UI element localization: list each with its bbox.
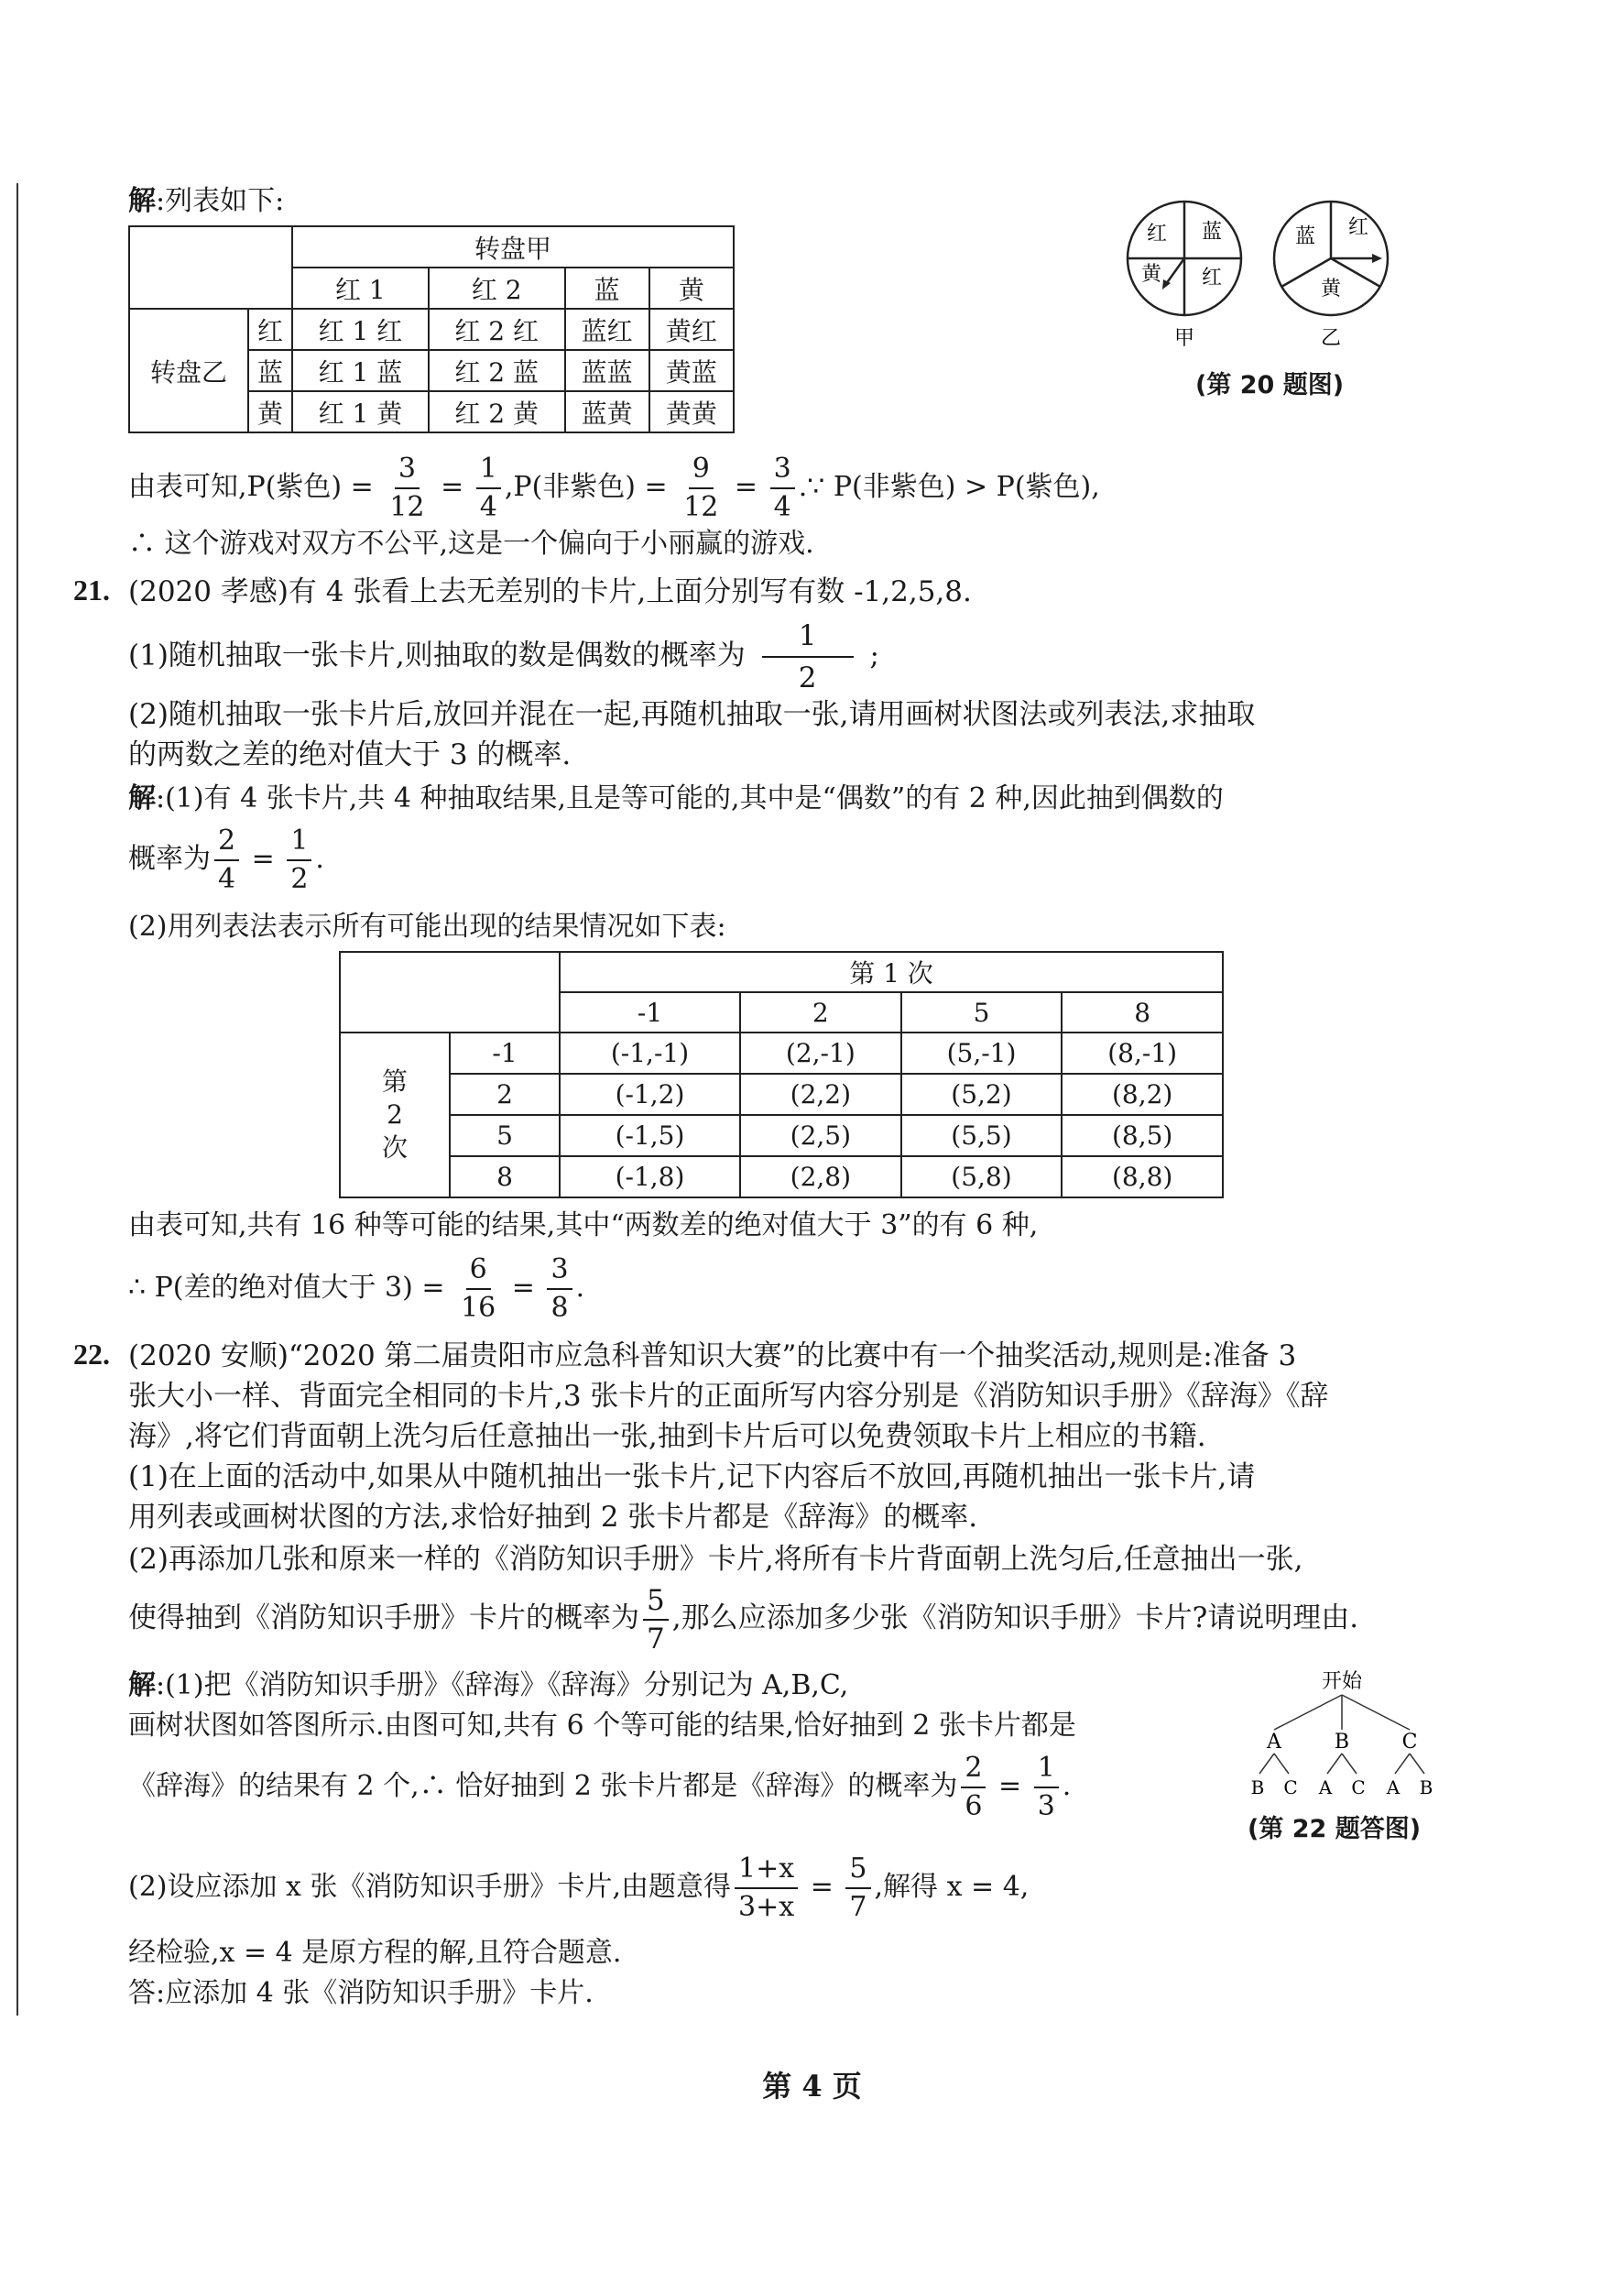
row-header: 黄 <box>248 391 292 432</box>
table-cell: (-1,8) <box>560 1156 740 1197</box>
tree-node-l2: B <box>1250 1776 1265 1798</box>
page-number: 第 4 页 <box>762 2069 862 2104</box>
tree-node-l1: B <box>1334 1731 1350 1754</box>
fraction: $\frac{1}{2}$ <box>287 823 311 898</box>
tree-node-l1: A <box>1267 1731 1281 1754</box>
q21-stem: (2020 孝感)有 4 张看上去无差别的卡片,上面分别写有数 -1,2,5,8. <box>128 575 972 608</box>
q22-part2-line2: 使得抽到《消防知识手册》卡片的概率为 $\frac{5}{7}$ ,那么应添加多少张《消防知识手册》卡片?请说明理由. <box>128 1583 1359 1656</box>
table-cell: 红 1 红 <box>292 309 429 350</box>
wheel-jia <box>1128 202 1241 350</box>
col-header: 8 <box>1062 992 1223 1033</box>
sector-label: 红 <box>1347 216 1369 239</box>
sector-label: 黄 <box>1320 278 1342 301</box>
answer-blank-fraction: $\frac{1}{2}$ <box>762 616 854 698</box>
table-cell: 蓝蓝 <box>565 350 649 391</box>
table-cell: (2,8) <box>740 1156 901 1197</box>
table-cell: 蓝红 <box>565 309 649 350</box>
table-cell: (5,5) <box>901 1115 1063 1156</box>
q21-table <box>339 951 1224 1198</box>
q22-part2-line1: (2)再添加几张和原来一样的《消防知识手册》卡片,将所有卡片背面朝上洗匀后,任意抽出一张, <box>128 1543 1303 1576</box>
q22-solution2-line3: 答:应添加 4 张《消防知识手册》卡片. <box>128 1977 594 2009</box>
table-corner <box>129 226 292 309</box>
table-cell: 黄蓝 <box>649 350 734 391</box>
solution-marker: 解 <box>128 1669 156 1701</box>
q21-solution1-line2: 概率为 $\frac{2}{4}$ = $\frac{1}{2}$ . <box>128 821 324 898</box>
fraction: $\frac{3}{8}$ <box>547 1251 572 1327</box>
table-cell: (8,-1) <box>1062 1033 1223 1074</box>
q20-solution-intro: 解:列表如下: <box>128 185 285 217</box>
fraction: $\frac{3}{12}$ <box>389 453 425 523</box>
table-cell: 红 1 黄 <box>292 391 429 432</box>
table-cell: 红 1 蓝 <box>292 350 429 391</box>
col-header: 黄 <box>649 268 734 309</box>
wheel-yi <box>1274 202 1388 350</box>
table-cell: (2,5) <box>740 1115 901 1156</box>
row-header: 红 <box>248 309 292 350</box>
solution-marker: 解 <box>128 782 156 814</box>
table-cell: 黄黄 <box>649 391 734 432</box>
tree-node-l1: C <box>1401 1731 1418 1754</box>
table-cell: (-1,2) <box>560 1074 740 1115</box>
sector-label: 蓝 <box>1294 225 1316 248</box>
q21-solution2-line1: 由表可知,共有 16 种等可能的结果,其中“两数差的绝对值大于 3”的有 6 种, <box>128 1209 1039 1241</box>
row-header: 2 <box>450 1074 560 1115</box>
q22-tree-caption: (第 22 题答图) <box>1248 1815 1422 1843</box>
table-cell: 黄红 <box>649 309 734 350</box>
col-header: 红 1 <box>292 268 429 309</box>
q22-solution1-line3: 《辞海》的结果有 2 个,∴ 恰好抽到 2 张卡片都是《辞海》的概率为 $\frac{2}{6}$ = $\frac{1}{3}$ . <box>128 1748 1071 1825</box>
table-cell: 蓝黄 <box>565 391 649 432</box>
table-cell: 红 2 蓝 <box>429 350 565 391</box>
tree-node-l2: C <box>1283 1776 1298 1798</box>
fraction: $\frac{6}{16}$ <box>461 1253 496 1324</box>
q21-solution2-line2: ∴ P(差的绝对值大于 3) = $\frac{6}{16}$ = $\frac{3}{8}$ . <box>128 1250 584 1327</box>
q20-spinner-figure <box>1122 192 1466 366</box>
col-header: -1 <box>560 992 740 1033</box>
row-group-label: 转盘乙 <box>129 309 248 432</box>
table-cell: (5,8) <box>901 1156 1063 1197</box>
wheel-label: 乙 <box>1320 327 1342 350</box>
table-corner <box>340 952 560 1033</box>
table-cell: 红 2 红 <box>429 309 565 350</box>
tree-node-l2: A <box>1318 1776 1333 1798</box>
fraction: $\frac{1}{3}$ <box>1034 1750 1059 1825</box>
q20-figure-caption: (第 20 题图) <box>1195 371 1345 399</box>
tree-node-l2: C <box>1351 1776 1366 1798</box>
fraction: $\frac{3}{4}$ <box>770 451 795 526</box>
table-cell: (5,-1) <box>901 1033 1063 1074</box>
table-cell: (8,8) <box>1062 1156 1223 1197</box>
q22-solution2-line1: (2)设应添加 x 张《消防知识手册》卡片,由题意得 $\frac{1+x}{3+x}$ = $\frac{5}{7}$ ,解得 x = 4, <box>128 1849 1029 1926</box>
sector-label: 黄 <box>1140 263 1162 286</box>
tree-node-l2: B <box>1419 1776 1433 1798</box>
q22-part1-line2: 用列表或画树状图的方法,求恰好抽到 2 张卡片都是《辞海》的概率. <box>128 1501 978 1534</box>
table-cell: (-1,-1) <box>560 1033 740 1074</box>
q22-tree-diagram <box>1241 1666 1443 1803</box>
q21-number: 21. <box>73 574 110 606</box>
table-cell: (-1,5) <box>560 1115 740 1156</box>
tree-node-l2: A <box>1386 1776 1401 1798</box>
fraction: $\frac{2}{4}$ <box>214 823 239 898</box>
sector-label: 红 <box>1146 223 1168 246</box>
table-cell: (2,2) <box>740 1074 901 1115</box>
row-group-label: 第 2 次 <box>340 1033 450 1197</box>
q21-solution2-intro: (2)用列表法表示所有可能出现的结果情况如下表: <box>128 911 726 943</box>
fraction: $\frac{9}{12}$ <box>683 453 719 523</box>
col-header: 5 <box>901 992 1063 1033</box>
q22-stem-line3: 海》,将它们背面朝上洗匀后任意抽出一张,抽到卡片后可以免费领取卡片上相应的书籍. <box>128 1420 1206 1453</box>
q20-table <box>128 225 735 433</box>
table-cell: (8,2) <box>1062 1074 1223 1115</box>
col-header: 蓝 <box>565 268 649 309</box>
fraction: $\frac{1}{4}$ <box>476 451 501 526</box>
tree-root: 开始 <box>1321 1670 1363 1693</box>
fraction: $\frac{5}{7}$ <box>845 1851 870 1926</box>
table-cell: 红 2 黄 <box>429 391 565 432</box>
sector-label: 蓝 <box>1201 221 1223 244</box>
fraction: $\frac{5}{7}$ <box>643 1582 669 1657</box>
table-cell: (8,5) <box>1062 1115 1223 1156</box>
col-header: 2 <box>740 992 901 1033</box>
q22-solution1-line2: 画树状图如答图所示.由图可知,共有 6 个等可能的结果,恰好抽到 2 张卡片都是 <box>128 1710 1076 1742</box>
table-header-top: 第 1 次 <box>560 952 1223 992</box>
table-cell: (5,2) <box>901 1074 1063 1115</box>
q21-part1: (1)随机抽取一张卡片,则抽取的数是偶数的概率为 $\frac{1}{2}$ ; <box>128 616 879 698</box>
q21-part2-line2: 的两数之差的绝对值大于 3 的概率. <box>128 738 572 771</box>
q22-part1-line1: (1)在上面的活动中,如果从中随机抽出一张卡片,记下内容后不放回,再随机抽出一张卡片,请 <box>128 1460 1256 1493</box>
q22-stem-line1: (2020 安顺)“2020 第二届贵阳市应急科普知识大赛”的比赛中有一个抽奖活动,规则是:准备 3 <box>128 1339 1297 1372</box>
sector-label: 红 <box>1201 267 1223 290</box>
row-header: -1 <box>450 1033 560 1074</box>
q22-number: 22. <box>73 1338 110 1371</box>
fraction: $\frac{1+x}{3+x}$ <box>735 1851 798 1926</box>
row-header: 8 <box>450 1156 560 1197</box>
row-header: 蓝 <box>248 350 292 391</box>
fraction: $\frac{2}{6}$ <box>961 1750 986 1825</box>
solution-marker: 解 <box>128 185 156 217</box>
q20-result-line: 由表可知,P(紫色) = $\frac{3}{12}$ = $\frac{1}{4}$ ,P(非紫色) = $\frac{9}{12}$ = $\frac{3}{4}$ .∵ P(非紫色) > P(紫色), <box>128 449 1100 526</box>
table-cell: (2,-1) <box>740 1033 901 1074</box>
q22-solution2-line2: 经检验,x = 4 是原方程的解,且符合题意. <box>128 1937 622 1969</box>
col-header: 红 2 <box>429 268 565 309</box>
table-header-top: 转盘甲 <box>292 226 734 268</box>
row-header: 5 <box>450 1115 560 1156</box>
q22-stem-line2: 张大小一样、背面完全相同的卡片,3 张卡片的正面所写内容分别是《消防知识手册》《辞海》《辞 <box>128 1380 1329 1413</box>
wheel-label: 甲 <box>1173 327 1195 350</box>
q21-solution1-line1: 解:(1)有 4 张卡片,共 4 种抽取结果,且是等可能的,其中是“偶数”的有 2 种,因此抽到偶数的 <box>128 782 1224 814</box>
q21-part2-line1: (2)随机抽取一张卡片后,放回并混在一起,再随机抽取一张,请用画树状图法或列表法,求抽取 <box>128 698 1256 731</box>
margin-rule <box>16 183 18 2016</box>
q22-solution1-line1: 解:(1)把《消防知识手册》《辞海》《辞海》分别记为 A,B,C, <box>128 1669 849 1701</box>
q20-conclusion: ∴ 这个游戏对双方不公平,这是一个偏向于小丽赢的游戏. <box>128 528 814 560</box>
